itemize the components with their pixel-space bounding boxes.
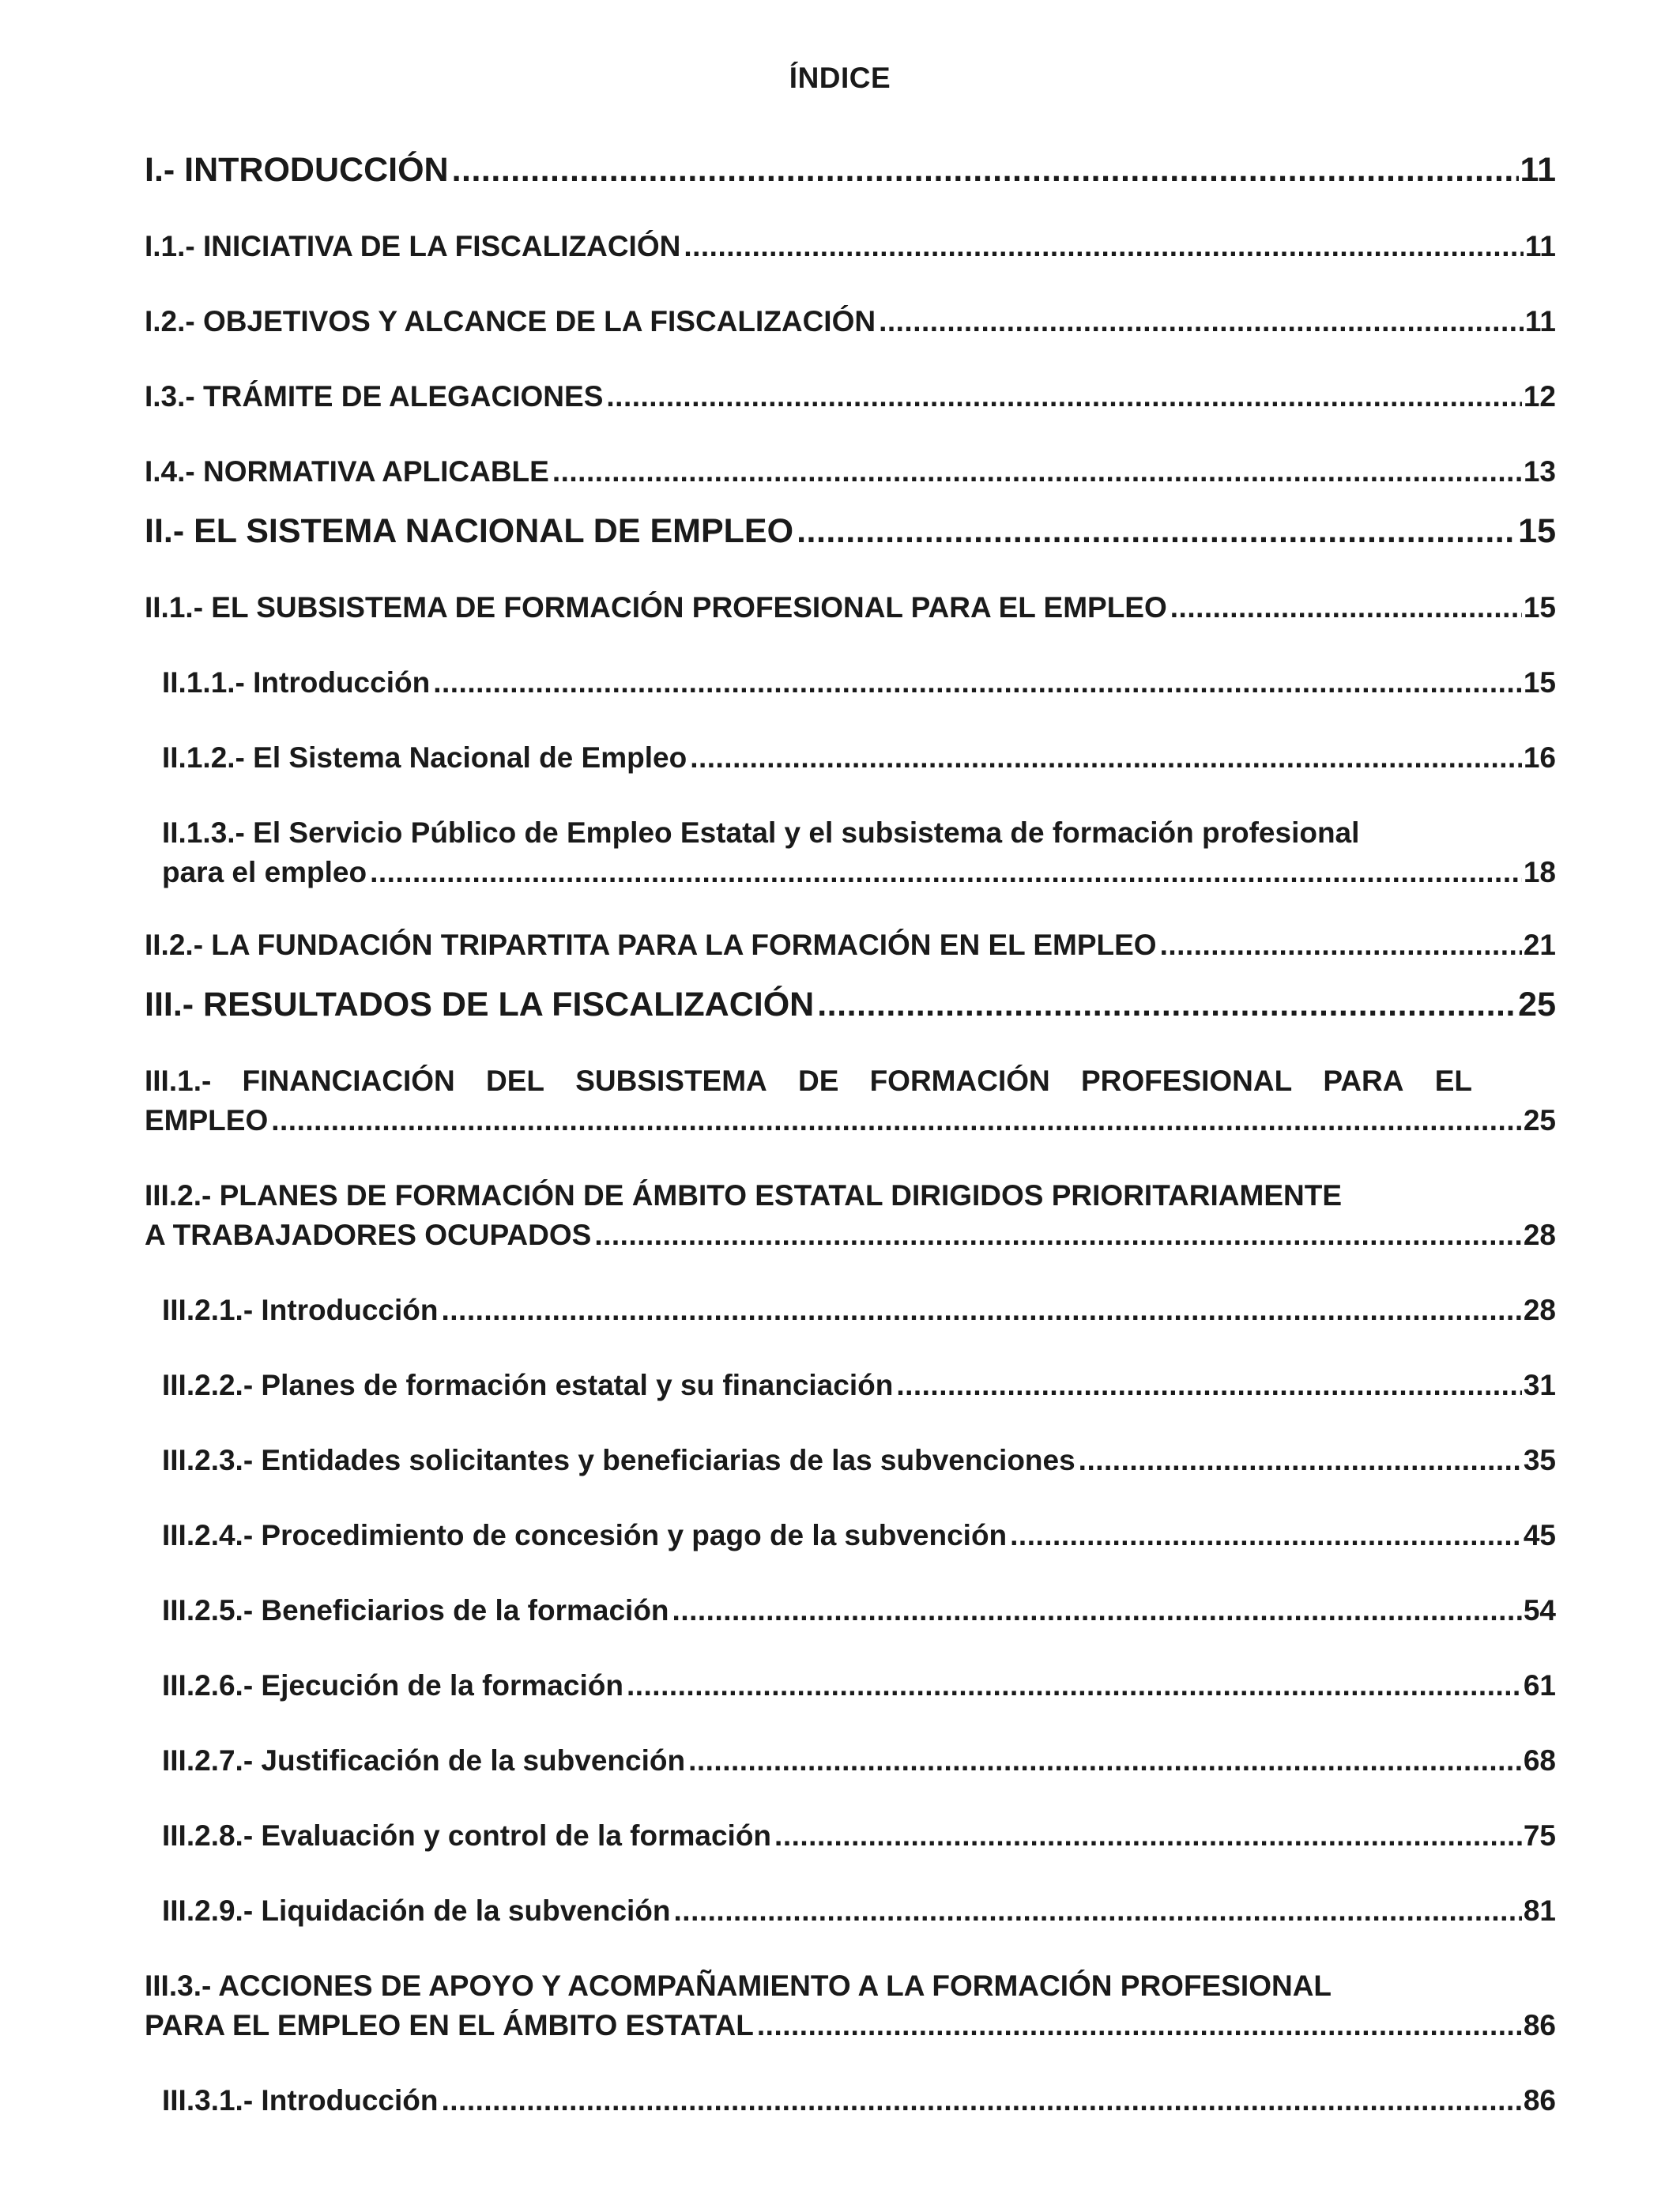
toc-entry-label: III.2.4.- Procedimiento de concesión y pago de la subvención bbox=[162, 1519, 1008, 1551]
toc-entry-label: II.- EL SISTEMA NACIONAL DE EMPLEO bbox=[145, 512, 794, 550]
toc-entry-page: 86 bbox=[1523, 2084, 1556, 2117]
toc-entry-page: 45 bbox=[1523, 1519, 1556, 1551]
toc-entry-label-line2: PARA EL EMPLEO EN EL ÁMBITO ESTATAL bbox=[145, 2009, 754, 2041]
toc-entry-page: 68 bbox=[1523, 1744, 1556, 1777]
toc-leader-dots bbox=[817, 985, 1516, 1024]
toc-entry-subsection[interactable] bbox=[145, 1366, 1556, 1405]
toc-entry-label: II.1.- EL SUBSISTEMA DE FORMACIÓN PROFESIONAL PARA EL EMPLEO bbox=[145, 591, 1167, 624]
toc-entry-subsection[interactable] bbox=[145, 1741, 1556, 1781]
toc-leader-dots bbox=[757, 2006, 1522, 2045]
toc-entry-page: 11 bbox=[1520, 151, 1556, 189]
toc-entry-subsection[interactable] bbox=[145, 1291, 1556, 1330]
toc-entry-section[interactable] bbox=[145, 588, 1556, 628]
toc-entry-label: I.- INTRODUCCIÓN bbox=[145, 151, 449, 189]
toc-entry-page: 75 bbox=[1523, 1819, 1556, 1852]
toc-entry-section[interactable] bbox=[145, 925, 1556, 965]
toc-entry-subsection[interactable] bbox=[145, 1441, 1556, 1480]
toc-label-word: III.1.- bbox=[145, 1065, 212, 1097]
toc-leader-dots bbox=[370, 853, 1522, 892]
toc-label-word: SUBSISTEMA bbox=[575, 1065, 767, 1097]
toc-entry-label: II.1.2.- El Sistema Nacional de Empleo bbox=[162, 741, 687, 774]
toc-label-word: PARA bbox=[1323, 1065, 1404, 1097]
toc-entry-section[interactable] bbox=[145, 377, 1556, 417]
toc-entry-subsection[interactable] bbox=[145, 1516, 1556, 1555]
toc-label-word: DE bbox=[797, 1065, 839, 1097]
toc-entry-section[interactable] bbox=[145, 227, 1556, 266]
toc-entry-page: 18 bbox=[1523, 856, 1556, 888]
toc-entry-label: III.2.1.- Introducción bbox=[162, 1294, 439, 1326]
toc-entry-chapter[interactable] bbox=[145, 985, 1556, 1024]
toc-entry-subsection[interactable] bbox=[145, 1591, 1556, 1630]
toc-entry-label: III.2.8.- Evaluación y control de la formación bbox=[162, 1819, 772, 1852]
toc-entry-page: 25 bbox=[1523, 1104, 1556, 1137]
toc-leader-dots bbox=[674, 1891, 1522, 1931]
toc-entry-subsection[interactable] bbox=[145, 738, 1556, 778]
toc-leader-dots bbox=[594, 1216, 1522, 1255]
toc-leader-dots bbox=[684, 227, 1524, 266]
toc-leader-dots bbox=[452, 150, 1519, 190]
toc-leader-dots bbox=[441, 2081, 1521, 2120]
toc-leader-dots bbox=[433, 663, 1522, 703]
toc-entry-page: 12 bbox=[1523, 380, 1556, 413]
toc-entry-subsection[interactable] bbox=[145, 813, 1556, 892]
toc-entry-label: III.2.2.- Planes de formación estatal y su financiación bbox=[162, 1369, 894, 1401]
toc-entry-page: 28 bbox=[1523, 1219, 1556, 1251]
toc-entry-chapter[interactable] bbox=[145, 150, 1556, 190]
toc-entry-section[interactable] bbox=[145, 452, 1556, 492]
toc-entry-label: III.2.9.- Liquidación de la subvención bbox=[162, 1894, 671, 1927]
toc-leader-dots bbox=[774, 1816, 1522, 1856]
toc-entry-label: I.1.- INICIATIVA DE LA FISCALIZACIÓN bbox=[145, 230, 681, 262]
toc-entry-label-line1: III.2.- PLANES DE FORMACIÓN DE ÁMBITO ESTATAL DIRIGIDOS PRIORITARIAMENTE bbox=[145, 1179, 1342, 1212]
toc-entry-label-line2: A TRABAJADORES OCUPADOS bbox=[145, 1219, 592, 1251]
toc-leader-dots bbox=[1160, 925, 1522, 965]
toc-entry-page: 61 bbox=[1523, 1669, 1556, 1702]
toc-leader-dots bbox=[441, 1291, 1521, 1330]
toc-entry-label: I.2.- OBJETIVOS Y ALCANCE DE LA FISCALIZACIÓN bbox=[145, 305, 876, 337]
toc-leader-dots bbox=[688, 1741, 1522, 1781]
toc-entry-page: 25 bbox=[1518, 986, 1556, 1023]
toc-entry-label-line2: para el empleo bbox=[162, 856, 367, 888]
toc-entry-page: 15 bbox=[1523, 666, 1556, 699]
toc-entry-label-line2: EMPLEO bbox=[145, 1104, 269, 1137]
toc-entry-page: 13 bbox=[1523, 455, 1556, 488]
toc-entry-section[interactable] bbox=[145, 1061, 1556, 1140]
toc-leader-dots bbox=[1170, 588, 1522, 628]
toc-entry-page: 15 bbox=[1523, 591, 1556, 624]
toc-entry-page: 54 bbox=[1523, 1594, 1556, 1627]
toc-label-word: EL bbox=[1434, 1065, 1472, 1097]
toc-leader-dots bbox=[672, 1591, 1522, 1630]
toc-entry-subsection[interactable] bbox=[145, 2081, 1556, 2120]
toc-entry-label: II.1.1.- Introducción bbox=[162, 666, 431, 699]
toc-label-word: PROFESIONAL bbox=[1080, 1065, 1293, 1097]
toc-entry-label-line1 bbox=[145, 1061, 1472, 1101]
toc-leader-dots bbox=[552, 452, 1522, 492]
toc-entry-page: 15 bbox=[1518, 512, 1556, 550]
toc-label-word: DEL bbox=[485, 1065, 544, 1097]
toc-entry-label: III.2.7.- Justificación de la subvención bbox=[162, 1744, 686, 1777]
toc-entry-label: III.- RESULTADOS DE LA FISCALIZACIÓN bbox=[145, 986, 815, 1023]
toc-leader-dots bbox=[1079, 1441, 1522, 1480]
toc-entry-chapter[interactable] bbox=[145, 511, 1556, 551]
toc-leader-dots bbox=[879, 302, 1524, 341]
toc-entry-page: 35 bbox=[1523, 1444, 1556, 1476]
toc-entry-section[interactable] bbox=[145, 302, 1556, 341]
toc-entry-label: I.3.- TRÁMITE DE ALEGACIONES bbox=[145, 380, 604, 413]
toc-entry-page: 11 bbox=[1524, 305, 1556, 337]
page-title: ÍNDICE bbox=[789, 62, 891, 94]
toc-entry-label: III.3.1.- Introducción bbox=[162, 2084, 439, 2117]
toc-leader-dots bbox=[690, 738, 1522, 778]
toc-entry-section[interactable] bbox=[145, 1176, 1556, 1255]
toc-entry-page: 86 bbox=[1523, 2009, 1556, 2041]
toc-label-word: FORMACIÓN bbox=[869, 1065, 1050, 1097]
toc-entry-label: III.2.5.- Beneficiarios de la formación bbox=[162, 1594, 669, 1627]
toc-leader-dots bbox=[271, 1101, 1522, 1140]
toc-leader-dots bbox=[606, 377, 1521, 417]
toc-leader-dots bbox=[1010, 1516, 1522, 1555]
toc-leader-dots bbox=[627, 1666, 1522, 1706]
toc-entry-page: 11 bbox=[1524, 230, 1556, 262]
toc-leader-dots bbox=[896, 1366, 1522, 1405]
toc-entry-subsection[interactable] bbox=[145, 663, 1556, 703]
toc-entry-page: 16 bbox=[1523, 741, 1556, 774]
toc-entry-page: 81 bbox=[1523, 1894, 1556, 1927]
toc-entry-label: I.4.- NORMATIVA APLICABLE bbox=[145, 455, 549, 488]
toc-entry-label: III.2.6.- Ejecución de la formación bbox=[162, 1669, 623, 1702]
toc-entry-subsection[interactable] bbox=[145, 1891, 1556, 1931]
toc-leader-dots bbox=[797, 511, 1516, 551]
toc-entry-page: 31 bbox=[1523, 1369, 1556, 1401]
toc-entry-label: II.2.- LA FUNDACIÓN TRIPARTITA PARA LA FORMACIÓN EN EL EMPLEO bbox=[145, 929, 1157, 961]
toc-entry-label-line1: II.1.3.- El Servicio Público de Empleo Estatal y el subsistema de formación profesional bbox=[162, 816, 1360, 849]
toc-entry-label: III.2.3.- Entidades solicitantes y beneficiarias de las subvenciones bbox=[162, 1444, 1075, 1476]
toc-entry-label-line1: III.3.- ACCIONES DE APOYO Y ACOMPAÑAMIENTO A LA FORMACIÓN PROFESIONAL bbox=[145, 1970, 1332, 2002]
toc-entry-section[interactable] bbox=[145, 1966, 1556, 2045]
toc-entry-page: 28 bbox=[1523, 1294, 1556, 1326]
toc-entry-page: 21 bbox=[1523, 929, 1556, 961]
toc-label-word: FINANCIACIÓN bbox=[242, 1065, 455, 1097]
toc-entry-subsection[interactable] bbox=[145, 1816, 1556, 1856]
toc-entry-subsection[interactable] bbox=[145, 1666, 1556, 1706]
